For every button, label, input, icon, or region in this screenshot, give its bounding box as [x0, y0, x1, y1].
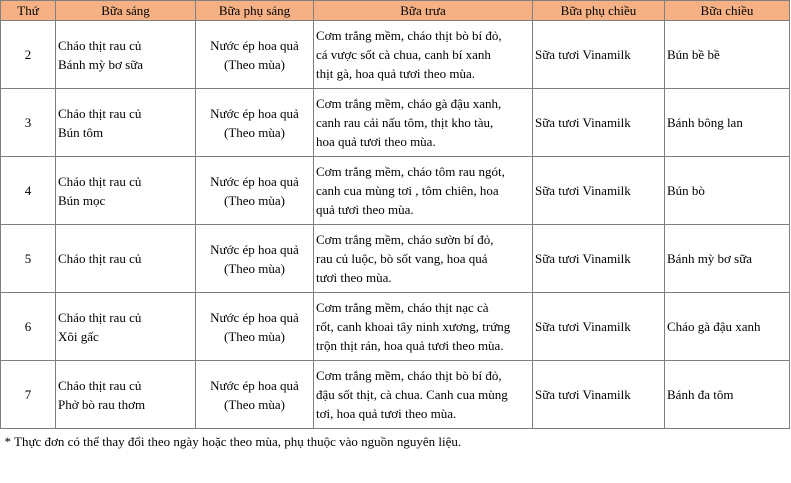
cell-line: hoa quả tươi theo mùa.: [316, 134, 436, 149]
dinner-cell: Bún bề bề: [665, 21, 790, 89]
lunch-cell: [314, 89, 533, 157]
cell-line: Bánh mỳ bơ sữa: [58, 56, 144, 72]
cell-line: (Theo mùa): [223, 56, 285, 72]
cell-line: Nước ép hoa quả: [210, 309, 299, 325]
lunch-cell: [314, 293, 533, 361]
cell-line: canh rau cải nấu tôm, thịt kho tàu,: [316, 115, 494, 130]
cell-line: Cháo thịt rau củ: [58, 309, 142, 325]
cell-line: đậu sốt thịt, cà chua. Canh cua mùng: [316, 387, 508, 402]
cell-line: Cơm trắng mềm, cháo thịt nạc cà: [316, 300, 489, 315]
lunch-cell: [314, 361, 533, 429]
morning-snack-cell: [196, 21, 314, 89]
footnote-row: [1, 429, 790, 456]
cell-line: Cháo thịt rau củ: [58, 37, 142, 53]
dinner-cell: Bánh mỳ bơ sữa: [665, 225, 790, 293]
table-row: [1, 89, 790, 157]
morning-snack-cell: [196, 225, 314, 293]
dinner-cell: Bánh bông lan: [665, 89, 790, 157]
morning-snack-cell: [196, 89, 314, 157]
lunch-cell: [314, 157, 533, 225]
afternoon-snack-cell: Sữa tươi Vinamilk: [533, 89, 665, 157]
cell-line: (Theo mùa): [223, 328, 285, 344]
dinner-cell: Bún bò: [665, 157, 790, 225]
cell-line: Phở bò rau thơm: [58, 396, 146, 412]
cell-line: (Theo mùa): [223, 396, 285, 412]
cell-line: Cơm trắng mềm, cháo tôm rau ngót,: [316, 164, 505, 179]
cell-line: rau củ luộc, bò sốt vang, hoa quả: [316, 251, 488, 266]
table-row: [1, 21, 790, 89]
lunch-cell: [314, 21, 533, 89]
cell-line: Nước ép hoa quả: [210, 241, 299, 257]
header-row: [1, 1, 790, 21]
table-row: [1, 361, 790, 429]
cell-line: Bún tôm: [58, 124, 104, 140]
cell-line: Nước ép hoa quả: [210, 173, 299, 189]
afternoon-snack-cell: Sữa tươi Vinamilk: [533, 225, 665, 293]
header-dinner: Bữa chiều: [665, 1, 790, 21]
breakfast-cell: [56, 293, 196, 361]
cell-line: trộn thịt rán, hoa quả tươi theo mùa.: [316, 338, 504, 353]
lunch-cell: [314, 225, 533, 293]
breakfast-cell: [56, 89, 196, 157]
footnote: * Thực đơn có thể thay đổi theo ngày hoặc theo mùa, phụ thuộc vào nguồn nguyên liệu.: [1, 429, 790, 456]
cell-line: tươi theo mùa.: [316, 270, 392, 285]
header-morning-snack: Bữa phụ sáng: [196, 1, 314, 21]
morning-snack-cell: [196, 361, 314, 429]
header-afternoon-snack: Bữa phụ chiều: [533, 1, 665, 21]
cell-line: Nước ép hoa quả: [210, 377, 299, 393]
day-cell: 5: [1, 225, 56, 293]
day-cell: 4: [1, 157, 56, 225]
header-breakfast: Bữa sáng: [56, 1, 196, 21]
dinner-cell: Bánh đa tôm: [665, 361, 790, 429]
cell-line: (Theo mùa): [223, 192, 285, 208]
table-row: [1, 157, 790, 225]
cell-line: quả tươi theo mùa.: [316, 202, 414, 217]
cell-line: canh cua mùng tơi , tôm chiên, hoa: [316, 183, 499, 198]
cell-line: (Theo mùa): [223, 124, 285, 140]
dinner-cell: Cháo gà đậu xanh: [665, 293, 790, 361]
morning-snack-cell: [196, 293, 314, 361]
day-cell: 7: [1, 361, 56, 429]
day-cell: 6: [1, 293, 56, 361]
cell-line: tơi, hoa quả tươi theo mùa.: [316, 406, 457, 421]
morning-snack-cell: [196, 157, 314, 225]
cell-line: (Theo mùa): [223, 260, 285, 276]
cell-line: Xôi gấc: [58, 328, 99, 344]
cell-line: Bún mọc: [58, 192, 106, 208]
cell-line: Cơm trắng mềm, cháo gà đậu xanh,: [316, 96, 502, 111]
breakfast-cell: [56, 21, 196, 89]
cell-line: Cơm trắng mềm, cháo thịt bò bí đỏ,: [316, 28, 502, 43]
day-cell: 2: [1, 21, 56, 89]
breakfast-cell: [56, 225, 196, 293]
afternoon-snack-cell: Sữa tươi Vinamilk: [533, 361, 665, 429]
cell-line: Cháo thịt rau củ: [58, 377, 142, 393]
table-row: [1, 293, 790, 361]
afternoon-snack-cell: Sữa tươi Vinamilk: [533, 21, 665, 89]
cell-line: rốt, canh khoai tây ninh xương, trứng: [316, 319, 511, 334]
cell-line: cá vược sốt cà chua, canh bí xanh: [316, 47, 491, 62]
breakfast-cell: [56, 157, 196, 225]
afternoon-snack-cell: Sữa tươi Vinamilk: [533, 157, 665, 225]
cell-line: Cháo thịt rau củ: [58, 251, 142, 266]
cell-line: Cơm trắng mềm, cháo sườn bí đỏ,: [316, 232, 494, 247]
cell-line: Cơm trắng mềm, cháo thịt bò bí đỏ,: [316, 368, 502, 383]
cell-line: Nước ép hoa quả: [210, 37, 299, 53]
afternoon-snack-cell: Sữa tươi Vinamilk: [533, 293, 665, 361]
cell-line: Nước ép hoa quả: [210, 105, 299, 121]
cell-line: Cháo thịt rau củ: [58, 173, 142, 189]
breakfast-cell: [56, 361, 196, 429]
header-lunch: Bữa trưa: [314, 1, 533, 21]
cell-line: Cháo thịt rau củ: [58, 105, 142, 121]
table-row: [1, 225, 790, 293]
day-cell: 3: [1, 89, 56, 157]
header-day: Thứ: [1, 1, 56, 21]
cell-line: thịt gà, hoa quả tươi theo mùa.: [316, 66, 476, 81]
